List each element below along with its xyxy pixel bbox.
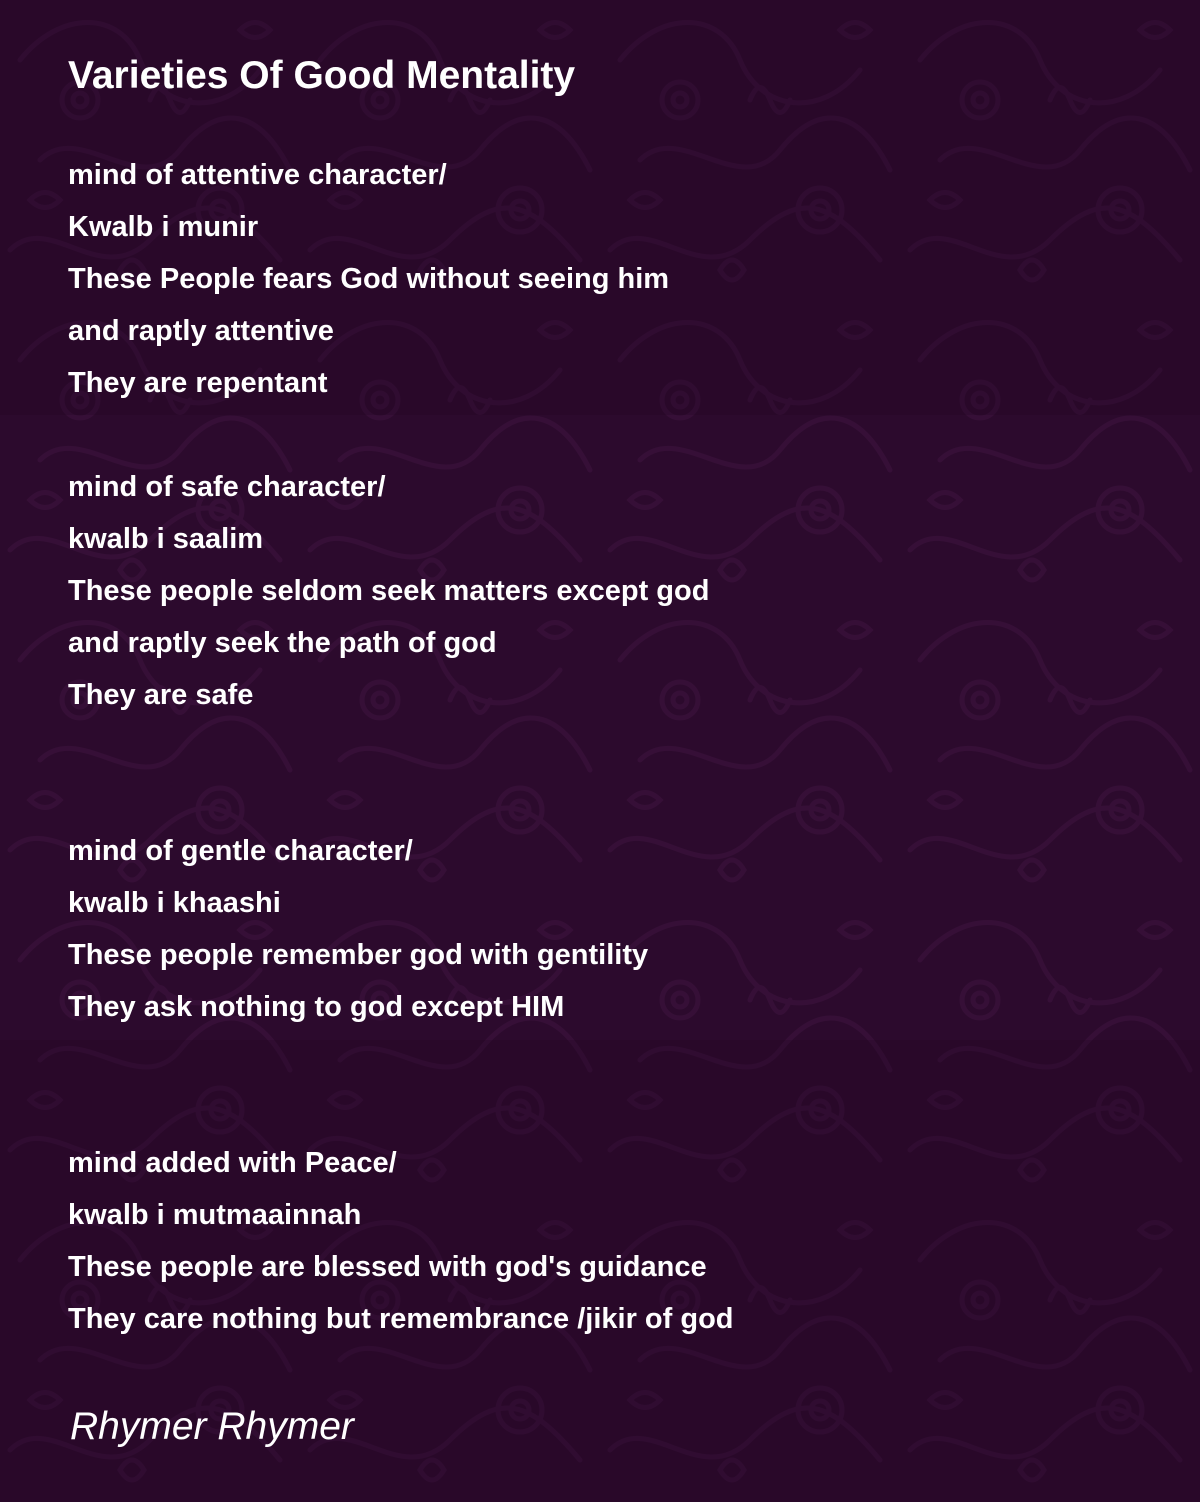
poem-line: They are repentant <box>68 367 328 399</box>
poem-line: kwalb i mutmaainnah <box>68 1199 362 1231</box>
poem-line: They ask nothing to god except HIM <box>68 991 565 1023</box>
poem-line: These people seldom seek matters except god <box>68 575 710 607</box>
poem-title: Varieties Of Good Mentality <box>68 54 576 97</box>
poem-author: Rhymer Rhymer <box>70 1405 354 1448</box>
poem-line: mind of attentive character/ <box>68 159 447 191</box>
poem-line: and raptly attentive <box>68 315 334 347</box>
poem-line: mind added with Peace/ <box>68 1147 397 1179</box>
poem-line: kwalb i saalim <box>68 523 264 555</box>
poem-line: These People fears God without seeing him <box>68 263 670 295</box>
poem-line: These people remember god with gentility <box>68 939 649 971</box>
poem-line: kwalb i khaashi <box>68 887 281 919</box>
poem-line: Kwalb i munir <box>68 211 259 243</box>
poem-line: They care nothing but remembrance /jikir of god <box>68 1303 734 1335</box>
poem-line: They are safe <box>68 679 254 711</box>
poem-line: and raptly seek the path of god <box>68 627 497 659</box>
poem-line: mind of safe character/ <box>68 471 386 503</box>
poem-line: mind of gentle character/ <box>68 835 413 867</box>
poem-line: These people are blessed with god's guidance <box>68 1251 707 1283</box>
